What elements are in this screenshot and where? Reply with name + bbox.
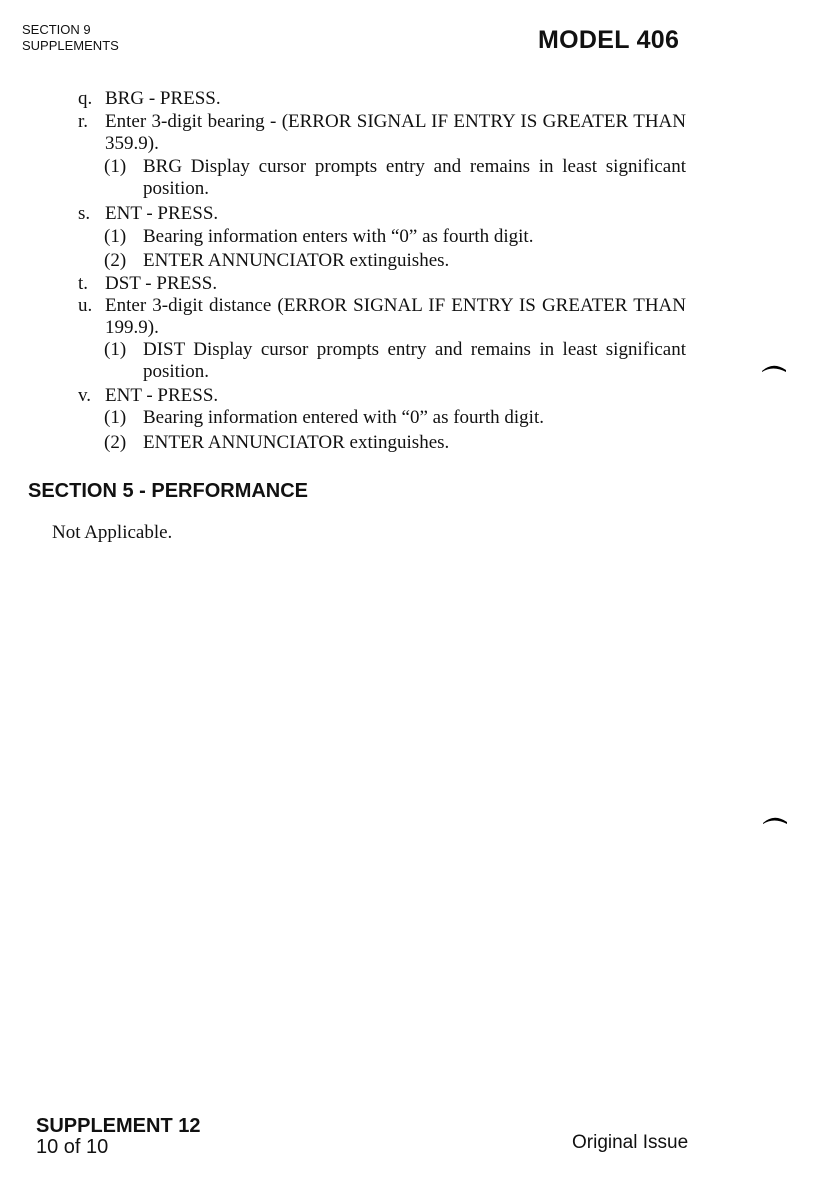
step-label: t. <box>78 273 89 294</box>
section-name: SUPPLEMENTS <box>22 38 119 53</box>
issue-status: Original Issue <box>572 1132 689 1153</box>
substep-number: (1) <box>104 226 127 247</box>
step-text: Enter 3-digit bearing - (ERROR SIGNAL IF ENTRY IS GREATER THAN 359.9). <box>105 111 686 154</box>
substep-text: ENTER ANNUNCIATOR extinguishes. <box>143 432 450 453</box>
substep-number: (2) <box>104 432 127 453</box>
revision-mark-icon <box>761 363 787 373</box>
substep-number: (1) <box>104 339 127 360</box>
section-body: Not Applicable. <box>52 522 173 543</box>
step-text: Enter 3-digit distance (ERROR SIGNAL IF ENTRY IS GREATER THAN 199.9). <box>105 295 686 338</box>
step-text: DST - PRESS. <box>105 273 218 294</box>
page-number: 10 of 10 <box>36 1136 109 1158</box>
step-r <box>78 111 686 155</box>
step-label: q. <box>78 88 93 109</box>
step-t <box>78 273 686 295</box>
substep-number: (2) <box>104 250 127 271</box>
step-r-sub-1 <box>104 156 686 200</box>
revision-mark-icon <box>762 815 788 825</box>
supplement-number: SUPPLEMENT 12 <box>36 1115 201 1137</box>
model-title: MODEL 406 <box>538 26 680 54</box>
substep-text: Bearing information entered with “0” as fourth digit. <box>143 407 544 428</box>
step-text: BRG - PRESS. <box>105 88 221 109</box>
step-v <box>78 385 686 407</box>
substep-text: BRG Display cursor prompts entry and remains in least significant position. <box>143 156 686 199</box>
substep-number: (1) <box>104 156 127 177</box>
substep-text: ENTER ANNUNCIATOR extinguishes. <box>143 250 450 271</box>
step-label: r. <box>78 111 89 132</box>
section-heading: SECTION 5 - PERFORMANCE <box>28 480 309 502</box>
step-label: v. <box>78 385 92 406</box>
step-v-sub-1 <box>104 407 686 429</box>
step-label: s. <box>78 203 91 224</box>
section-number: SECTION 9 <box>22 22 91 37</box>
step-s <box>78 203 686 225</box>
substep-text: Bearing information enters with “0” as fourth digit. <box>143 226 534 247</box>
step-label: u. <box>78 295 93 316</box>
substep-number: (1) <box>104 407 127 428</box>
step-s-sub-2 <box>104 250 686 272</box>
step-u-sub-1 <box>104 339 686 383</box>
step-q <box>78 88 686 110</box>
substep-text: DIST Display cursor prompts entry and remains in least significant position. <box>143 339 686 382</box>
step-text: ENT - PRESS. <box>105 385 219 406</box>
footer-supplement <box>36 1116 200 1158</box>
step-u <box>78 295 686 339</box>
step-text: ENT - PRESS. <box>105 203 219 224</box>
step-v-sub-2 <box>104 432 686 454</box>
section-header <box>22 22 119 54</box>
step-s-sub-1 <box>104 226 686 248</box>
